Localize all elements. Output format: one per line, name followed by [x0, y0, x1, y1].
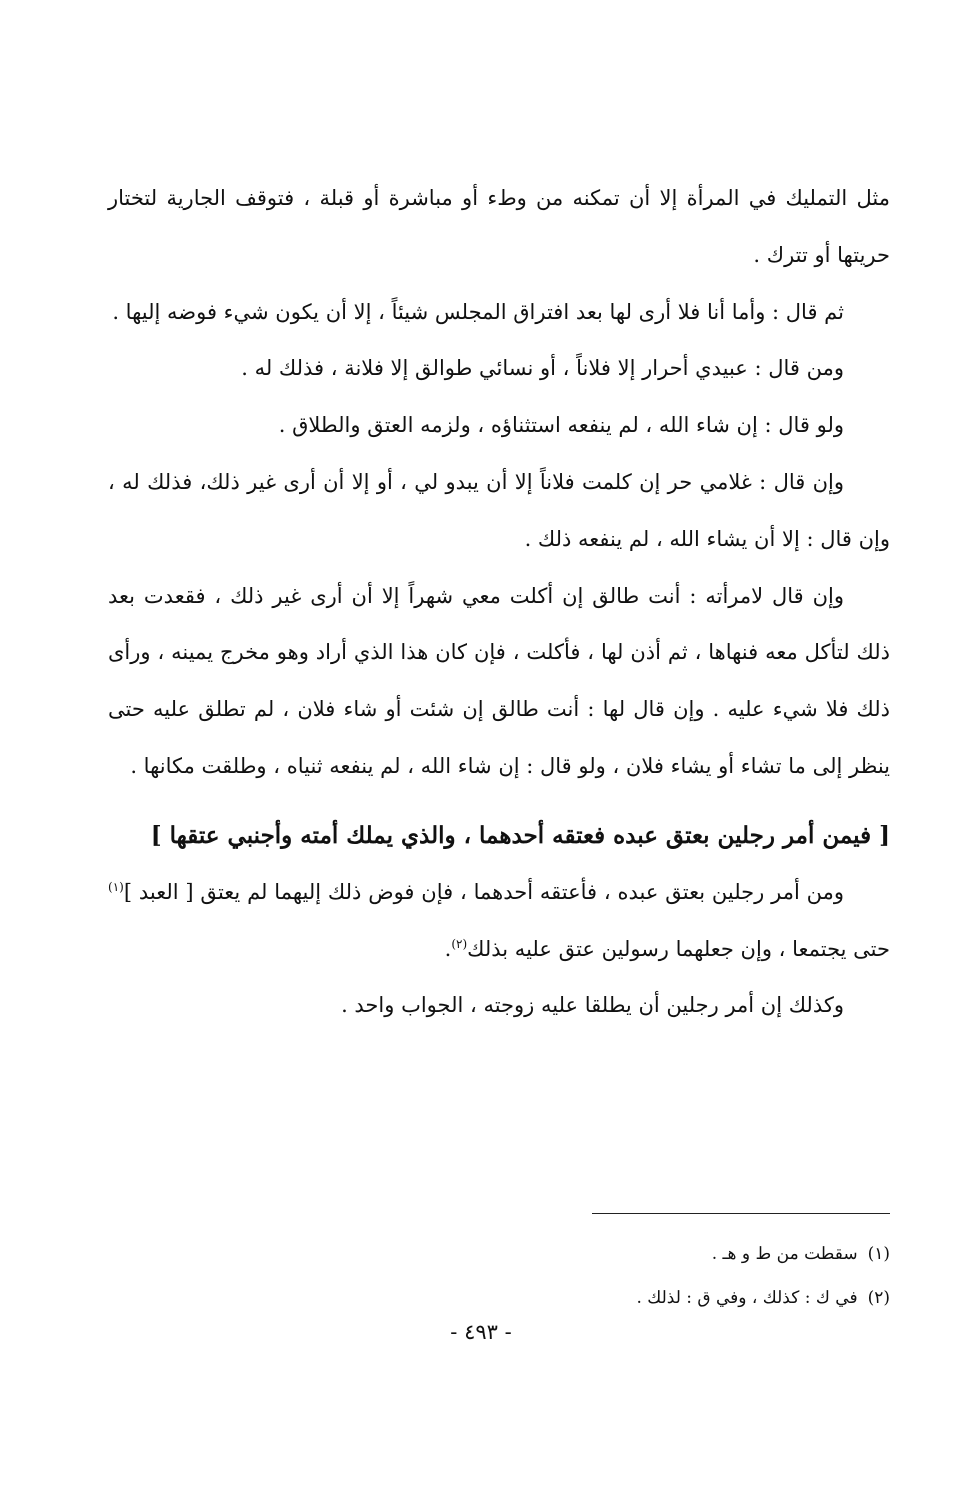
- page-body: [108, 170, 890, 1034]
- footnote-number: (١): [867, 1244, 890, 1264]
- footnote-1: [290, 1232, 890, 1276]
- footnote-text: في ك : كذلك ، وفي ق : لذلك .: [636, 1288, 858, 1308]
- section-paragraph-1-text-c: .: [444, 936, 452, 961]
- paragraph-2: ثم قال : وأما أنا فلا أرى لها بعد افتراق المجلس شيئاً ، إلا أن يكون شيء فوضه إليها .: [112, 299, 844, 324]
- paragraph-5: وإن قال : غلامي حر إن كلمت فلاناً إلا أن يبدو لي ، أو إلا أن أرى غير ذلك، فذلك له ، وإن قال : إلا أن يشاء الله ، لم ينفعه ذلك .: [108, 469, 890, 551]
- footnote-number: (٢): [867, 1288, 890, 1308]
- section-paragraph-2: وكذلك إن أمر رجلين أن يطلقا عليه زوجته ، الجواب واحد .: [341, 993, 844, 1018]
- section-paragraph-1: [108, 864, 890, 978]
- paragraph-1: مثل التمليك في المرأة إلا أن تمكنه من وطء أو مباشرة أو قبلة ، فتوقف الجارية لتختار حريتها أو تترك .: [108, 186, 890, 267]
- section-paragraph-1-text-a: ومن أمر رجلين بعتق عبده ، فأعتقه أحدهما ، فإن فوض ذلك إليهما لم يعتق [ العبد ]: [123, 879, 844, 904]
- paragraph-4: ولو قال : إن شاء الله ، لم ينفعه استثناؤه ، ولزمه العتق والطلاق .: [278, 413, 844, 438]
- footnotes: [290, 1232, 890, 1320]
- page-number: - ٤٩٣ -: [450, 1320, 512, 1344]
- paragraph-6: وإن قال لامرأته : أنت طالق إن أكلت معي شهراً إلا أن أرى غير ذلك ، فقعدت بعد ذلك لتأكل معه فنهاها ، ثم أذن لها ، فأكلت ، فإن كان هذا الذي أراد وهو مخرج يمينه ، ورأى ذلك فلا شيء عليه . وإن قال لها : أنت طالق إن شئت أو شاء فلان ، لم تطلق عليه حتى ينظر إلى ما تشاء أو يشاء فلان ، ولو قال : إن شاء الله ، لم ينفعه ثنياه ، وطلقت مكانها .: [108, 583, 890, 778]
- paragraph-3: ومن قال : عبيدي أحرار إلا فلاناً ، أو نسائي طوالق إلا فلانة ، فذلك له .: [241, 356, 844, 381]
- section-paragraph-1-text-b: حتى يجتمعا ، وإن جعلهما رسولين عتق عليه بذلك: [467, 936, 890, 961]
- footnote-ref-2: (٢): [451, 936, 468, 951]
- footnote-ref-1: (١): [108, 879, 124, 894]
- footnote-text: سقطت من ط و هـ .: [711, 1244, 858, 1264]
- footnote-divider: [592, 1213, 890, 1214]
- section-heading: [ فيمن أمر رجلين بعتق عبده فعتقه أحدهما ، والذي يملك أمته وأجنبي عتقها ]: [150, 821, 890, 849]
- footnote-2: [290, 1276, 890, 1320]
